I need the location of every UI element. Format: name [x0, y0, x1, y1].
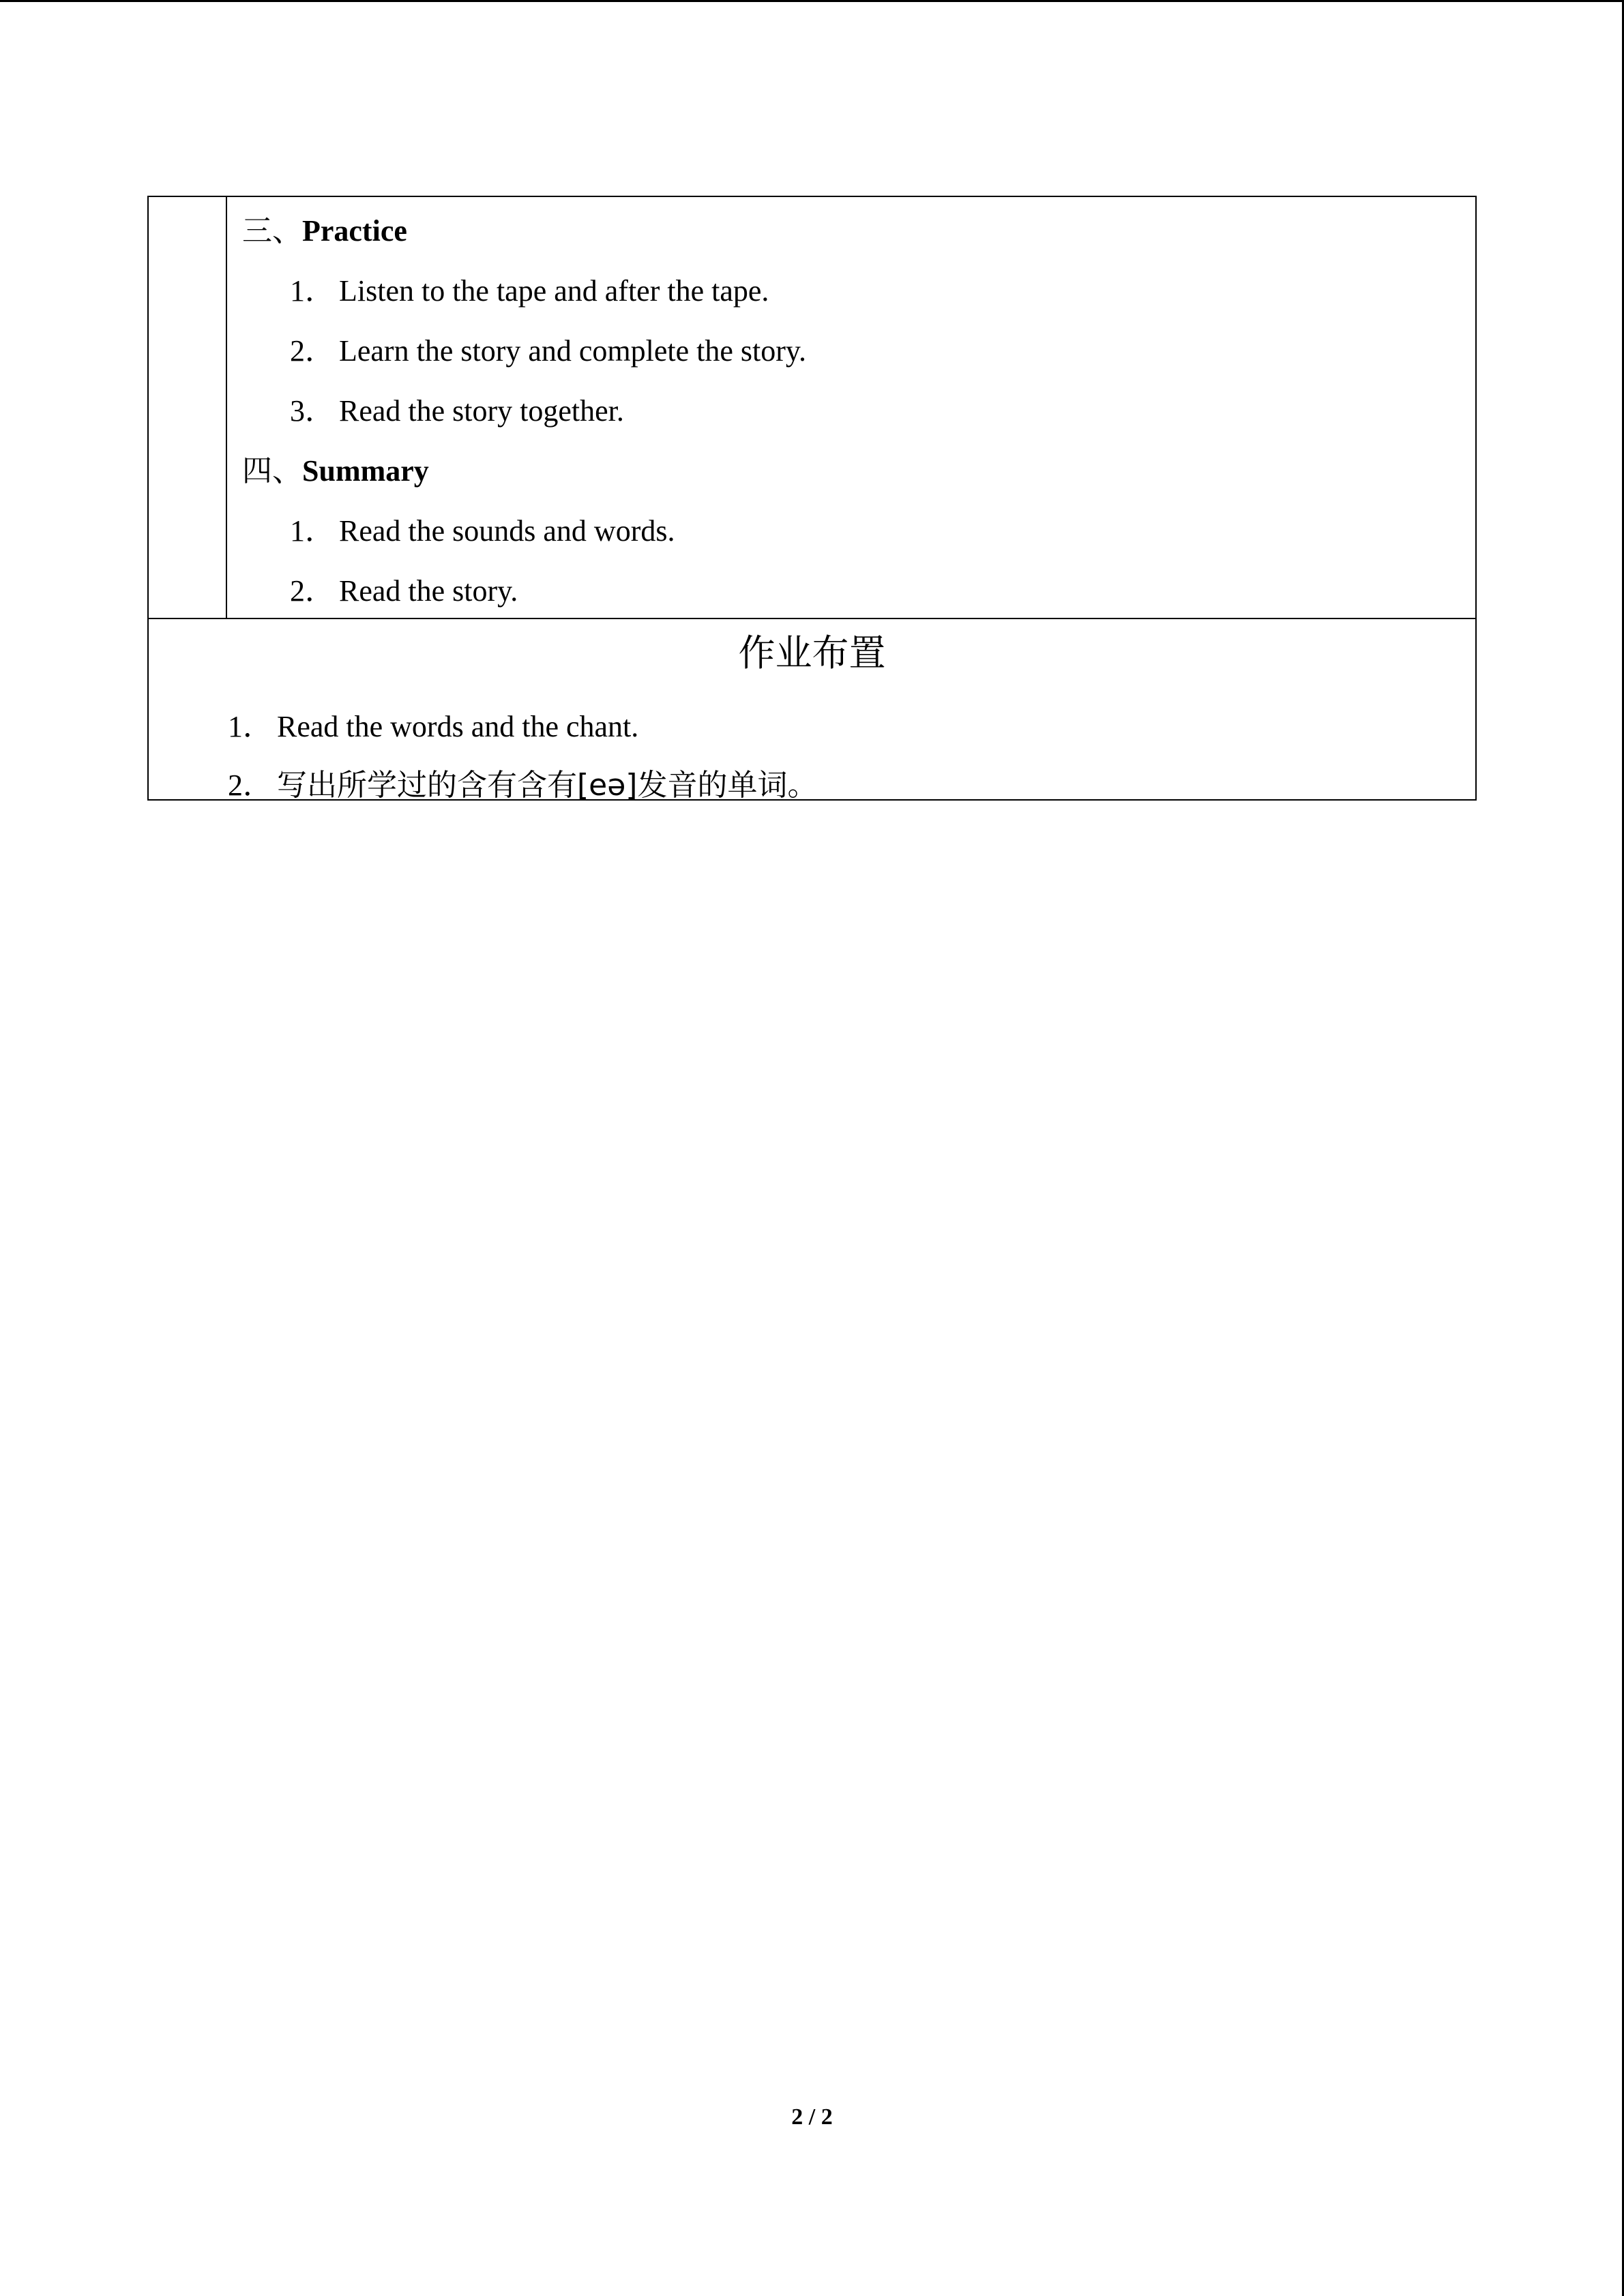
practice-item: [290, 333, 806, 369]
practice-item: [290, 273, 769, 309]
item-number: 3．: [290, 394, 335, 428]
practice-heading: [242, 213, 407, 249]
item-number: 2．: [290, 574, 335, 608]
item-text: Read the story together.: [339, 394, 624, 428]
item-number: 1．: [290, 274, 335, 308]
practice-prefix: 三、: [242, 213, 302, 248]
item-number: 1．: [228, 710, 273, 743]
summary-item: [290, 513, 675, 549]
item-text: Read the words and the chant.: [277, 710, 639, 743]
page-number: 2 / 2: [791, 2104, 833, 2130]
process-content-cell: [227, 197, 1475, 618]
item-number: 2．: [290, 334, 335, 368]
summary-heading: [242, 453, 429, 489]
homework-item: [228, 768, 817, 803]
item-number: 1．: [290, 514, 335, 548]
item-text: Learn the story and complete the story.: [339, 334, 807, 368]
item-text: Read the story.: [339, 574, 518, 608]
summary-item: [290, 573, 518, 609]
homework-item: [228, 709, 638, 745]
summary-title: Summary: [302, 454, 429, 488]
practice-item: [290, 393, 624, 429]
practice-title: Practice: [302, 214, 407, 248]
item-text: 写出所学过的含有含有[eə]发音的单词。: [277, 768, 818, 803]
process-label-cell: [149, 197, 227, 618]
process-row: [149, 197, 1475, 619]
item-number: 2．: [228, 769, 273, 802]
item-text: Listen to the tape and after the tape.: [339, 274, 769, 308]
summary-prefix: 四、: [242, 453, 302, 488]
homework-row: [149, 619, 1475, 803]
top-border-line: [0, 0, 1624, 2]
homework-title: 作业布置: [738, 631, 886, 674]
item-text: Read the sounds and words.: [339, 514, 675, 548]
lesson-plan-table: [147, 196, 1477, 801]
